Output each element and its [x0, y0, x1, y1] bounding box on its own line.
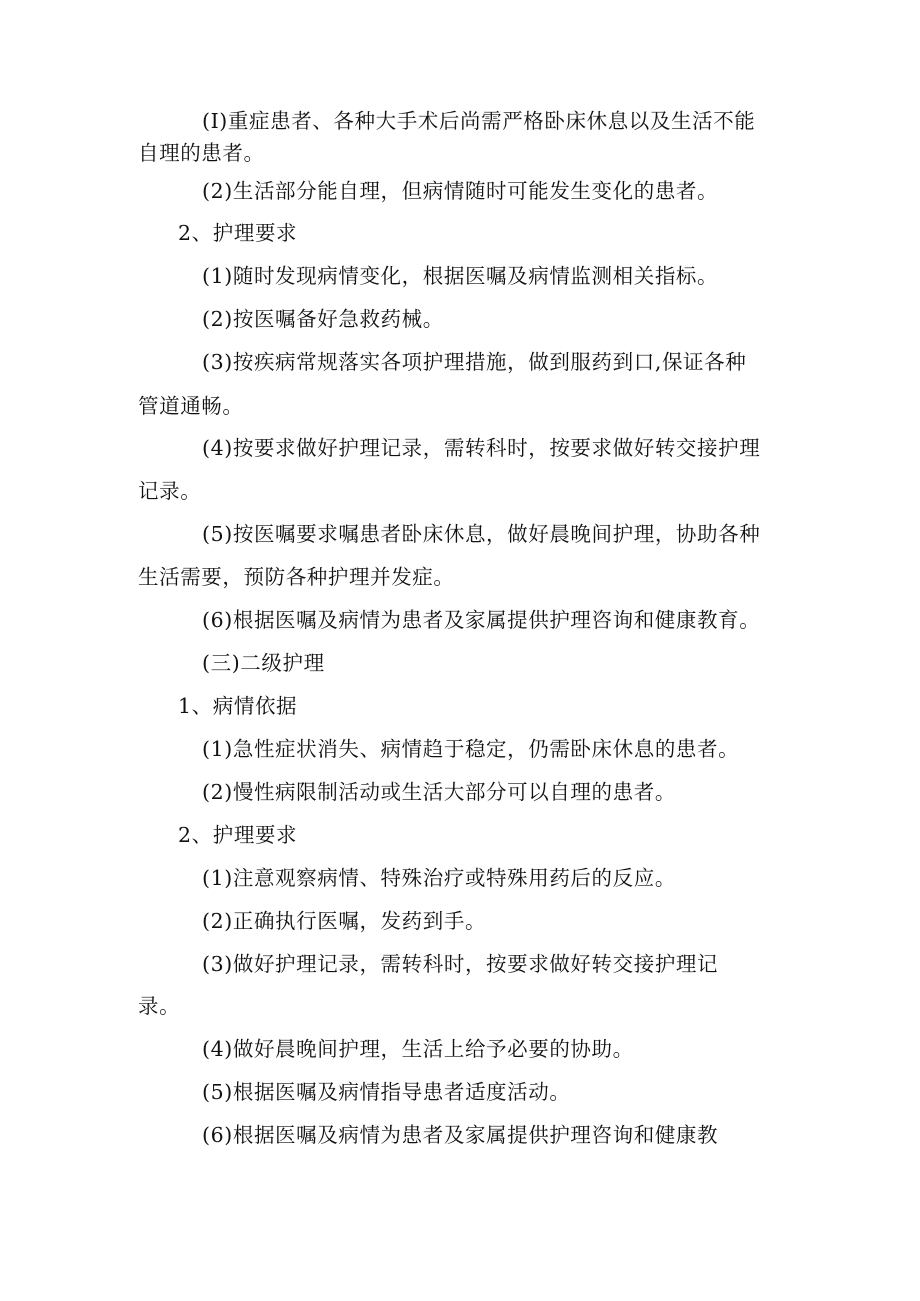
paragraph-line: (3)做好护理记录，需转科时，按要求做好转交接护理记 — [202, 952, 719, 976]
paragraph-line: 管道通畅。 — [138, 394, 244, 418]
paragraph-line: 生活需要，预防各种护理并发症。 — [138, 565, 455, 589]
paragraph-line: (2)按医嘱备好急救药械。 — [202, 307, 444, 331]
paragraph-line: (2)正确执行医嘱，发药到手。 — [202, 909, 487, 933]
paragraph-line: (1)注意观察病情、特殊治疗或特殊用药后的反应。 — [202, 866, 676, 890]
paragraph-line: (6)根据医嘱及病情为患者及家属提供护理咨询和健康教育。 — [202, 608, 761, 632]
paragraph-line: 自理的患者。 — [138, 141, 265, 165]
section-heading: 1、病情依据 — [178, 694, 298, 718]
paragraph-line: (I)重症患者、各种大手术后尚需严格卧床休息以及生活不能 — [202, 109, 756, 133]
paragraph-line: (2)慢性病限制活动或生活大部分可以自理的患者。 — [202, 780, 676, 804]
paragraph-line: (1)急性症状消失、病情趋于稳定，仍需卧床休息的患者。 — [202, 737, 740, 761]
paragraph-line: (4)做好晨晚间护理，生活上给予必要的协助。 — [202, 1037, 634, 1061]
paragraph-line: (4)按要求做好护理记录，需转科时，按要求做好转交接护理 — [202, 436, 761, 460]
paragraph-line: (2)生活部分能自理，但病情随时可能发生变化的患者。 — [202, 179, 719, 203]
paragraph-line: (1)随时发现病情变化，根据医嘱及病情监测相关指标。 — [202, 264, 719, 288]
paragraph-line: (3)按疾病常规落实各项护理措施，做到服药到口,保证各种 — [202, 350, 747, 374]
paragraph-line: (6)根据医嘱及病情为患者及家属提供护理咨询和健康教 — [202, 1123, 719, 1147]
paragraph-line: 录。 — [138, 994, 181, 1018]
paragraph-line: (5)根据医嘱及病情指导患者适度活动。 — [202, 1080, 571, 1104]
paragraph-line: (5)按医嘱要求嘱患者卧床休息，做好晨晚间护理，协助各种 — [202, 522, 761, 546]
paragraph-line: 记录。 — [138, 479, 202, 503]
section-heading: 2、护理要求 — [178, 221, 298, 245]
section-heading: 2、护理要求 — [178, 823, 298, 847]
section-heading: (三)二级护理 — [202, 651, 325, 675]
